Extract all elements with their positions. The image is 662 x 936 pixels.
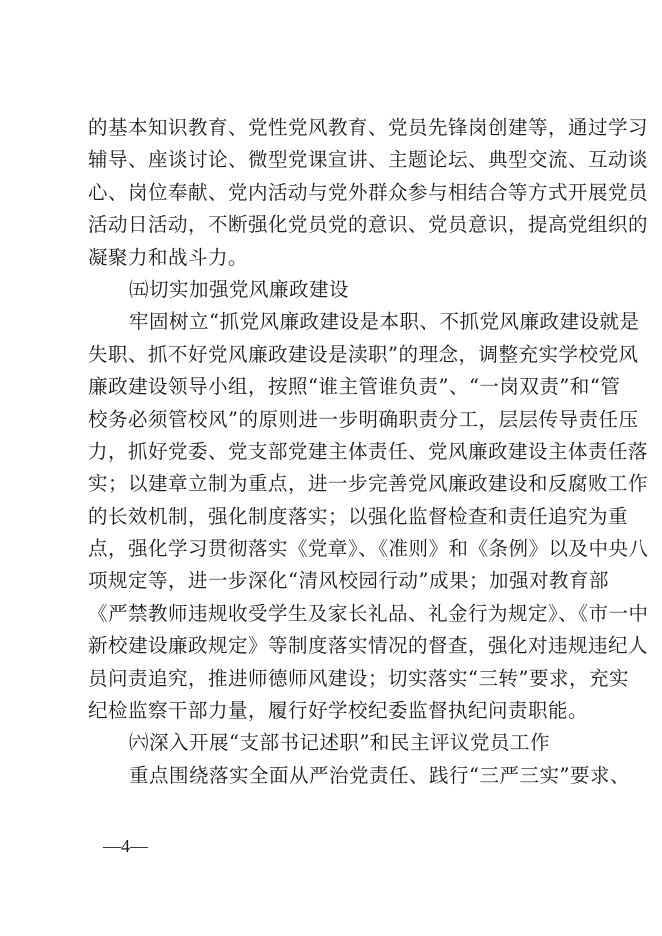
text-line: 新校建设廉政规定》等制度落实情况的督查，强化对违规违纪人: [88, 634, 649, 658]
text-line: 心、岗位奉献、党内活动与党外群众参与相结合等方式开展党员: [88, 180, 649, 204]
text-line: 项规定等，进一步深化“清风校园行动”成果；加强对教育部: [88, 569, 609, 593]
text-line: 牢固树立“抓党风廉政建设是本职、不抓党风廉政建设就是: [129, 310, 640, 334]
text-line: 的长效机制，强化制度落实；以强化监督检查和责任追究为重: [88, 504, 629, 528]
page-number: —4—: [103, 836, 148, 856]
text-line: 实；以建章立制为重点，进一步完善党风廉政建设和反腐败工作: [88, 472, 649, 496]
text-line: 员问责追究，推进师德师风建设；切实落实“三转”要求，充实: [88, 666, 629, 690]
text-line: 重点围绕落实全面从严治党责任、践行“三严三实”要求、: [129, 763, 630, 787]
text-line: 的基本知识教育、党性党风教育、党员先锋岗创建等，通过学习: [88, 116, 649, 139]
text-line: 力，抓好党委、党支部党建主体责任、党风廉政建设主体责任落: [88, 439, 649, 463]
text-line: 失职、抓不好党风廉政建设是渎职”的理念，调整充实学校党风: [88, 342, 639, 366]
text-line: 纪检监察干部力量，履行好学校纪委监督执纪问责职能。: [88, 699, 589, 723]
text-line: 《严禁教师违规收受学生及家长礼品、礼金行为规定》、《市一中: [88, 601, 649, 625]
text-line: 廉政建设领导小组，按照“谁主管谁负责”、“一岗双责”和“管: [88, 375, 621, 399]
text-line: 活动日活动，不断强化党员党的意识、党员意识，提高党组织的: [88, 213, 649, 237]
document-body: [88, 112, 649, 792]
text-line: 辅导、座谈讨论、微型党课宣讲、主题论坛、典型交流、互动谈: [88, 148, 649, 172]
text-line: 校务必须管校风”的原则进一步明确职责分工，层层传导责任压: [88, 407, 639, 431]
section-heading: ㈥深入开展“支部书记述职”和民主评议党员工作: [129, 731, 550, 755]
section-heading: ㈤切实加强党风廉政建设: [129, 277, 350, 301]
text-line: 凝聚力和战斗力。: [88, 245, 249, 269]
text-line: 点，强化学习贯彻落实《党章》、《准则》和《条例》以及中央八: [88, 537, 649, 561]
